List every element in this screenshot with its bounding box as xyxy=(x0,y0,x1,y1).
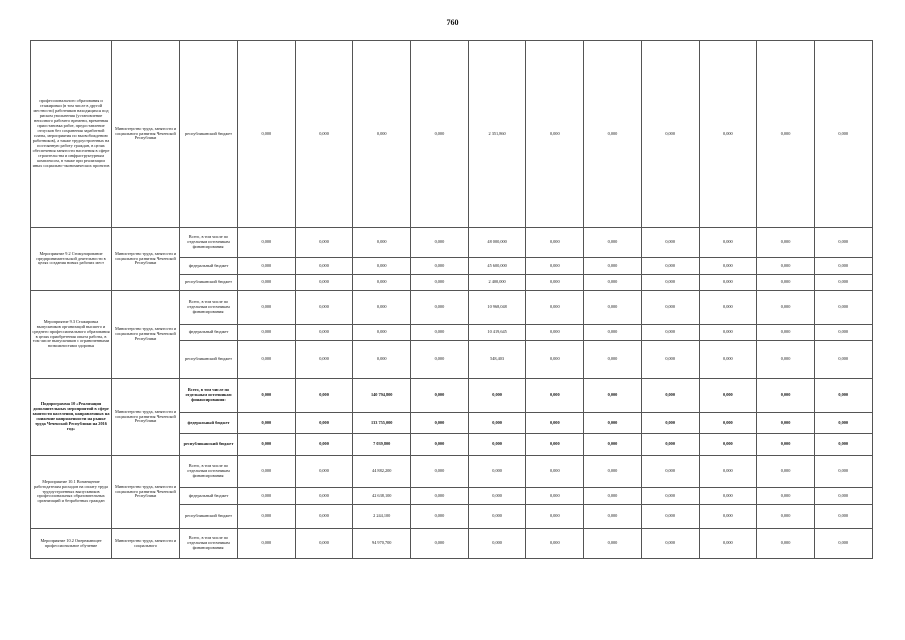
year-amount-cell: 10 968,048 xyxy=(468,291,526,325)
year-amount-cell: 2 244,100 xyxy=(353,505,411,529)
year-amount-cell: 0,000 xyxy=(468,529,526,559)
year-amount-cell: 0,000 xyxy=(353,41,411,228)
table-row xyxy=(31,456,873,488)
funding-source-cell: федеральный бюджет xyxy=(180,488,238,505)
year-amount-cell: 0,000 xyxy=(814,413,872,434)
budget-table xyxy=(30,40,873,559)
year-amount-cell: 0,000 xyxy=(814,275,872,291)
year-amount-cell: 0,000 xyxy=(526,488,584,505)
year-amount-cell: 0,000 xyxy=(757,228,815,258)
year-amount-cell: 133 755,000 xyxy=(353,413,411,434)
funding-source-cell: федеральный бюджет xyxy=(180,413,238,434)
year-amount-cell: 0,000 xyxy=(757,341,815,379)
year-amount-cell: 0,000 xyxy=(238,413,296,434)
year-amount-cell: 0,000 xyxy=(641,529,699,559)
year-amount-cell: 0,000 xyxy=(295,379,353,413)
year-amount-cell: 0,000 xyxy=(814,434,872,456)
year-amount-cell: 0,000 xyxy=(238,275,296,291)
year-amount-cell: 0,000 xyxy=(295,228,353,258)
year-amount-cell: 0,000 xyxy=(757,325,815,341)
year-amount-cell: 0,000 xyxy=(353,291,411,325)
year-amount-cell: 0,000 xyxy=(411,505,469,529)
year-amount-cell: 7 039,800 xyxy=(353,434,411,456)
year-amount-cell: 548,403 xyxy=(468,341,526,379)
year-amount-cell: 45 600,000 xyxy=(468,258,526,275)
year-amount-cell: 0,000 xyxy=(526,413,584,434)
year-amount-cell: 0,000 xyxy=(295,488,353,505)
table-row xyxy=(31,291,873,325)
year-amount-cell: 0,000 xyxy=(814,488,872,505)
executor-cell: Министерство труда, занятости и социального развития Чеченской Республики xyxy=(112,228,180,291)
year-amount-cell: 0,000 xyxy=(757,456,815,488)
year-amount-cell: 0,000 xyxy=(238,456,296,488)
year-amount-cell: 0,000 xyxy=(295,413,353,434)
funding-source-cell: Всего, в том числе по отдельным источникам финансирования: xyxy=(180,228,238,258)
year-amount-cell: 0,000 xyxy=(814,456,872,488)
year-amount-cell: 0,000 xyxy=(584,505,642,529)
funding-source-cell: федеральный бюджет xyxy=(180,325,238,341)
executor-cell: Министерство труда, занятости и социального развития Чеченской Республики xyxy=(112,379,180,456)
funding-source-cell: республиканский бюджет xyxy=(180,275,238,291)
year-amount-cell: 0,000 xyxy=(411,529,469,559)
funding-source-cell: республиканский бюджет xyxy=(180,505,238,529)
year-amount-cell: 0,000 xyxy=(295,341,353,379)
year-amount-cell: 0,000 xyxy=(295,41,353,228)
year-amount-cell: 0,000 xyxy=(411,379,469,413)
year-amount-cell: 0,000 xyxy=(814,258,872,275)
year-amount-cell: 0,000 xyxy=(699,505,757,529)
year-amount-cell: 0,000 xyxy=(238,228,296,258)
year-amount-cell: 0,000 xyxy=(757,379,815,413)
year-amount-cell: 0,000 xyxy=(584,325,642,341)
year-amount-cell: 0,000 xyxy=(526,505,584,529)
year-amount-cell: 0,000 xyxy=(757,275,815,291)
funding-source-cell: республиканский бюджет xyxy=(180,41,238,228)
year-amount-cell: 0,000 xyxy=(641,434,699,456)
year-amount-cell: 0,000 xyxy=(814,505,872,529)
year-amount-cell: 0,000 xyxy=(584,41,642,228)
funding-source-cell: Всего, в том числе по отдельным источникам финансирования: xyxy=(180,456,238,488)
year-amount-cell: 0,000 xyxy=(411,434,469,456)
year-amount-cell: 0,000 xyxy=(584,275,642,291)
executor-cell: Министерство труда, занятости и социального xyxy=(112,529,180,559)
year-amount-cell: 0,000 xyxy=(757,529,815,559)
measure-name-cell: профессионального образования и стажировки (в том числе в другой местности) работников находящихся под риском увольнения (установление неполного рабочего времени, временная приостановка работ, предоставление отпусков без сохранения заработной платы, мероприятия по высвобождению работников), а также трудоустроенных на постоянную работу граждан, в целях обеспечения занятости населения в сфере строительства и инфраструктурным комплексом, в также при реализации иных социально-экономических проектов xyxy=(31,41,112,228)
year-amount-cell: 0,000 xyxy=(295,505,353,529)
year-amount-cell: 0,000 xyxy=(641,275,699,291)
year-amount-cell: 0,000 xyxy=(584,488,642,505)
year-amount-cell: 0,000 xyxy=(641,341,699,379)
year-amount-cell: 0,000 xyxy=(699,379,757,413)
year-amount-cell: 0,000 xyxy=(699,41,757,228)
table-row xyxy=(31,228,873,258)
year-amount-cell: 0,000 xyxy=(526,456,584,488)
year-amount-cell: 0,000 xyxy=(295,258,353,275)
year-amount-cell: 0,000 xyxy=(757,413,815,434)
year-amount-cell: 0,000 xyxy=(757,434,815,456)
year-amount-cell: 0,000 xyxy=(411,275,469,291)
year-amount-cell: 0,000 xyxy=(411,456,469,488)
year-amount-cell: 0,000 xyxy=(468,413,526,434)
year-amount-cell: 0,000 xyxy=(238,505,296,529)
year-amount-cell: 0,000 xyxy=(526,341,584,379)
year-amount-cell: 0,000 xyxy=(468,456,526,488)
year-amount-cell: 0,000 xyxy=(814,291,872,325)
year-amount-cell: 0,000 xyxy=(699,488,757,505)
year-amount-cell: 0,000 xyxy=(584,291,642,325)
year-amount-cell: 0,000 xyxy=(584,258,642,275)
year-amount-cell: 0,000 xyxy=(757,258,815,275)
executor-cell: Министерство труда, занятости и социального развития Чеченской Республики xyxy=(112,291,180,379)
measure-name-cell: Подпрограмма 10 «Реализация дополнительных мероприятий в сфере занятости населения, направленных на снижение напряженности на рынке труда Чеченской Республики на 2016 год» xyxy=(31,379,112,456)
executor-cell: Министерство труда, занятости и социального развития Чеченской Республики xyxy=(112,456,180,529)
year-amount-cell: 44 882,200 xyxy=(353,456,411,488)
year-amount-cell: 0,000 xyxy=(238,434,296,456)
year-amount-cell: 0,000 xyxy=(238,291,296,325)
funding-source-cell: Всего, в том числе по отдельным источникам финансирования: xyxy=(180,529,238,559)
year-amount-cell: 0,000 xyxy=(468,488,526,505)
year-amount-cell: 0,000 xyxy=(353,228,411,258)
table-row xyxy=(31,41,873,228)
year-amount-cell: 0,000 xyxy=(641,228,699,258)
year-amount-cell: 0,000 xyxy=(526,275,584,291)
year-amount-cell: 0,000 xyxy=(699,413,757,434)
year-amount-cell: 2 351,860 xyxy=(468,41,526,228)
year-amount-cell: 0,000 xyxy=(699,341,757,379)
year-amount-cell: 0,000 xyxy=(468,379,526,413)
year-amount-cell: 0,000 xyxy=(641,258,699,275)
year-amount-cell: 0,000 xyxy=(295,529,353,559)
year-amount-cell: 0,000 xyxy=(295,275,353,291)
funding-source-cell: республиканский бюджет xyxy=(180,434,238,456)
executor-cell: Министерство труда, занятости и социального развития Чеченской Республики xyxy=(112,41,180,228)
table-row xyxy=(31,379,873,413)
year-amount-cell: 0,000 xyxy=(757,488,815,505)
year-amount-cell: 42 638,100 xyxy=(353,488,411,505)
year-amount-cell: 0,000 xyxy=(584,529,642,559)
year-amount-cell: 0,000 xyxy=(295,434,353,456)
year-amount-cell: 0,000 xyxy=(411,325,469,341)
year-amount-cell: 0,000 xyxy=(411,341,469,379)
year-amount-cell: 0,000 xyxy=(526,291,584,325)
year-amount-cell: 0,000 xyxy=(411,228,469,258)
page-number: 760 xyxy=(446,18,459,27)
table-row xyxy=(31,529,873,559)
year-amount-cell: 2 400,000 xyxy=(468,275,526,291)
year-amount-cell: 0,000 xyxy=(641,456,699,488)
year-amount-cell: 0,000 xyxy=(699,325,757,341)
year-amount-cell: 0,000 xyxy=(411,41,469,228)
year-amount-cell: 0,000 xyxy=(641,379,699,413)
year-amount-cell: 0,000 xyxy=(699,291,757,325)
measure-name-cell: Мероприятие 10.1 Возмещение работодателям расходов на оплату труда трудоустроенных выпускников профессиональных образовательных организаций и безработных граждан xyxy=(31,456,112,529)
year-amount-cell: 0,000 xyxy=(641,413,699,434)
year-amount-cell: 0,000 xyxy=(411,291,469,325)
year-amount-cell: 0,000 xyxy=(584,341,642,379)
year-amount-cell: 0,000 xyxy=(814,529,872,559)
year-amount-cell: 0,000 xyxy=(468,434,526,456)
year-amount-cell: 0,000 xyxy=(526,41,584,228)
year-amount-cell: 0,000 xyxy=(526,529,584,559)
year-amount-cell: 0,000 xyxy=(238,341,296,379)
year-amount-cell: 0,000 xyxy=(353,325,411,341)
year-amount-cell: 0,000 xyxy=(641,291,699,325)
year-amount-cell: 0,000 xyxy=(411,413,469,434)
year-amount-cell: 0,000 xyxy=(757,291,815,325)
year-amount-cell: 0,000 xyxy=(641,41,699,228)
year-amount-cell: 0,000 xyxy=(526,228,584,258)
funding-source-cell: Всего, в том числе по отдельным источникам финансирования: xyxy=(180,379,238,413)
year-amount-cell: 0,000 xyxy=(699,228,757,258)
year-amount-cell: 0,000 xyxy=(584,434,642,456)
year-amount-cell: 0,000 xyxy=(526,325,584,341)
year-amount-cell: 0,000 xyxy=(814,228,872,258)
year-amount-cell: 0,000 xyxy=(411,488,469,505)
year-amount-cell: 0,000 xyxy=(295,291,353,325)
year-amount-cell: 0,000 xyxy=(468,505,526,529)
year-amount-cell: 0,000 xyxy=(814,41,872,228)
year-amount-cell: 0,000 xyxy=(584,413,642,434)
funding-source-cell: республиканский бюджет xyxy=(180,341,238,379)
year-amount-cell: 94 970,700 xyxy=(353,529,411,559)
year-amount-cell: 0,000 xyxy=(814,379,872,413)
year-amount-cell: 0,000 xyxy=(295,325,353,341)
year-amount-cell: 0,000 xyxy=(641,505,699,529)
year-amount-cell: 0,000 xyxy=(238,325,296,341)
year-amount-cell: 0,000 xyxy=(238,41,296,228)
year-amount-cell: 0,000 xyxy=(699,434,757,456)
year-amount-cell: 0,000 xyxy=(238,379,296,413)
funding-source-cell: Всего, в том числе по отдельным источникам финансирования: xyxy=(180,291,238,325)
measure-name-cell: Мероприятие 10.2 Опережающее профессиональное обучение xyxy=(31,529,112,559)
year-amount-cell: 0,000 xyxy=(757,41,815,228)
year-amount-cell: 0,000 xyxy=(353,341,411,379)
year-amount-cell: 0,000 xyxy=(699,456,757,488)
year-amount-cell: 0,000 xyxy=(584,379,642,413)
year-amount-cell: 0,000 xyxy=(814,341,872,379)
year-amount-cell: 0,000 xyxy=(699,529,757,559)
year-amount-cell: 0,000 xyxy=(238,258,296,275)
year-amount-cell: 0,000 xyxy=(295,456,353,488)
year-amount-cell: 0,000 xyxy=(584,228,642,258)
year-amount-cell: 0,000 xyxy=(699,258,757,275)
year-amount-cell: 0,000 xyxy=(526,379,584,413)
year-amount-cell: 140 794,800 xyxy=(353,379,411,413)
year-amount-cell: 0,000 xyxy=(526,258,584,275)
year-amount-cell: 48 000,000 xyxy=(468,228,526,258)
year-amount-cell: 0,000 xyxy=(526,434,584,456)
measure-name-cell: Мероприятие 9.2 Стимулирование предпринимательской деятельности в целях создания новых рабочих мест xyxy=(31,228,112,291)
year-amount-cell: 10 419,645 xyxy=(468,325,526,341)
year-amount-cell: 0,000 xyxy=(411,258,469,275)
year-amount-cell: 0,000 xyxy=(641,325,699,341)
measure-name-cell: Мероприятие 9.3 Стажировка выпускников организаций высшего и среднего профессионального образования в целях приобретения опыта работы, в том числе выпускников с ограниченными возможностями здоровья xyxy=(31,291,112,379)
year-amount-cell: 0,000 xyxy=(238,529,296,559)
year-amount-cell: 0,000 xyxy=(699,275,757,291)
year-amount-cell: 0,000 xyxy=(641,488,699,505)
funding-source-cell: федеральный бюджет xyxy=(180,258,238,275)
year-amount-cell: 0,000 xyxy=(353,275,411,291)
year-amount-cell: 0,000 xyxy=(814,325,872,341)
year-amount-cell: 0,000 xyxy=(238,488,296,505)
year-amount-cell: 0,000 xyxy=(584,456,642,488)
year-amount-cell: 0,000 xyxy=(757,505,815,529)
year-amount-cell: 0,000 xyxy=(353,258,411,275)
